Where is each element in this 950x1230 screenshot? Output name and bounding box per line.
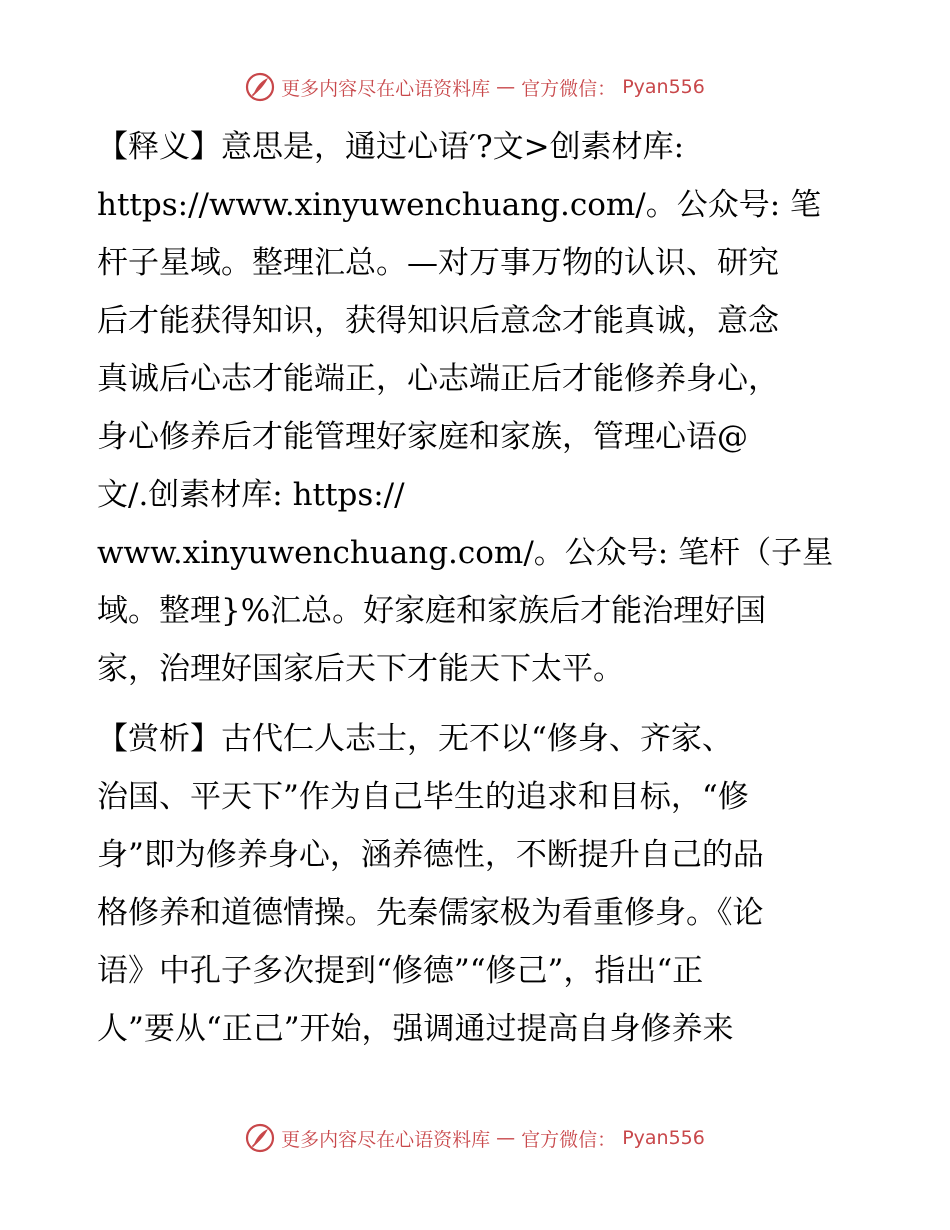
text-line: 文/.创素材库: https:// [97, 477, 405, 513]
watermark-wechat-id: Pyan556 [622, 1127, 705, 1149]
watermark-separator: — [496, 76, 516, 98]
watermark-wechat-label: 官方微信： [521, 77, 617, 100]
text-line: 【赏析】古代仁人志士，无不以“修身、齐家、 [97, 721, 733, 757]
paragraph-interpretation [97, 118, 849, 698]
text-line: 域。整理}%汇总。好家庭和家族后才能治理好国 [97, 593, 767, 629]
text-line: 【释义】意思是，通过心语′?文>创素材库: [97, 129, 685, 165]
footer-watermark [0, 1123, 950, 1153]
text-line: 真诚后心志才能端正，心志端正后才能修养身心， [97, 361, 779, 397]
paragraph-appreciation [97, 710, 849, 1058]
text-line: www.xinyuwenchuang.com/。公众号: 笔杆（子星 [97, 535, 834, 571]
text-line: 家，治理好国家后天下才能天下太平。 [97, 651, 624, 687]
watermark-wechat-id: Pyan556 [622, 76, 705, 98]
watermark-wechat-label: 官方微信： [521, 1128, 617, 1151]
document-body [97, 118, 849, 1058]
text-line: 格修养和道德情操。先秦儒家极为看重修身。《论 [97, 895, 764, 931]
text-line: 身心修养后才能管理好家庭和家族，管理心语@ [97, 419, 748, 455]
watermark-separator: — [496, 1127, 516, 1149]
paragraph-spacer [97, 698, 849, 710]
feather-pen-seal-icon [245, 72, 275, 102]
feather-pen-seal-icon [245, 1123, 275, 1153]
text-line: 后才能获得知识，获得知识后意念才能真诚，意念 [97, 303, 779, 339]
text-line: https://www.xinyuwenchuang.com/。公众号: 笔 [97, 187, 822, 223]
text-line: 杆子星域。整理汇总。—对万事万物的认识、研究 [97, 245, 779, 281]
watermark-main-text: 更多内容尽在心语资料库 [281, 1128, 491, 1151]
watermark-main-text: 更多内容尽在心语资料库 [281, 77, 491, 100]
text-line: 人”要从“正己”开始，强调通过提高自身修养来 [97, 1011, 734, 1047]
text-line: 治国、平天下”作为自己毕生的追求和目标，“修 [97, 779, 749, 815]
text-line: 身”即为修养身心，涵养德性，不断提升自己的品 [97, 837, 764, 873]
header-watermark [0, 72, 950, 102]
text-line: 语》中孔子多次提到“修德”“修己”，指出“正 [97, 953, 704, 989]
